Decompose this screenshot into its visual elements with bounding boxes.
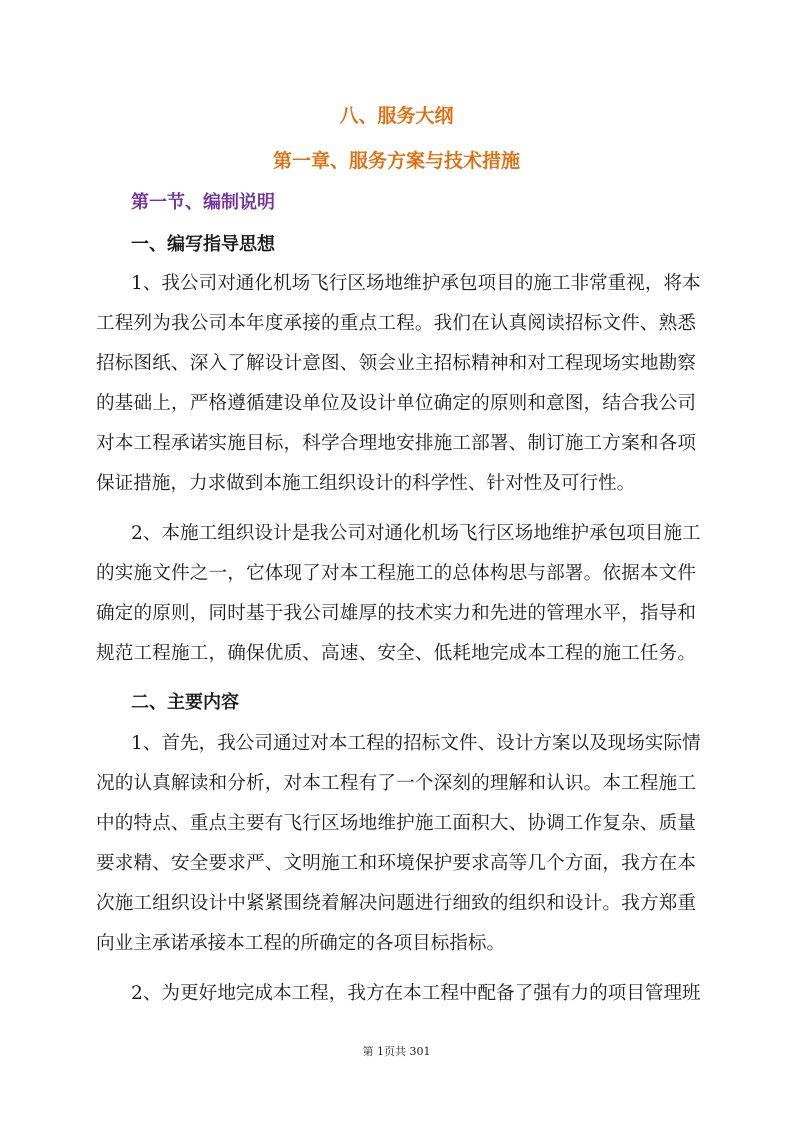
paragraph-line: 规范工程施工，确保优质、高速、安全、低耗地完成本工程的施工任务。 [96, 643, 696, 664]
paragraph-line: 对本工程承诺实施目标，科学合理地安排施工部署、制订施工方案和各项 [96, 433, 696, 454]
paragraph-line: 1、我公司对通化机场飞行区场地维护承包项目的施工非常重视，将本 [131, 273, 701, 294]
heading-guiding-ideology: 一、编写指导思想 [131, 234, 275, 255]
paragraph-line: 次施工组织设计中紧紧围绕着解决问题进行细致的组织和设计。我方郑重 [96, 893, 696, 914]
paragraph-line: 的基础上，严格遵循建设单位及设计单位确定的原则和意图，结合我公司 [96, 393, 696, 414]
paragraph-line: 2、为更好地完成本工程，我方在本工程中配备了强有力的项目管理班 [131, 983, 701, 1004]
page-footer: 第 1页共 301 [362, 1045, 431, 1058]
section-title: 第一节、编制说明 [131, 192, 275, 213]
heading-main-content: 二、主要内容 [131, 692, 239, 713]
paragraph-line: 要求精、安全要求严、文明施工和环境保护要求高等几个方面，我方在本 [96, 853, 696, 874]
paragraph-line: 1、首先，我公司通过对本工程的招标文件、设计方案以及现场实际情 [131, 733, 701, 754]
paragraph-line: 的实施文件之一，它体现了对本工程施工的总体构思与部署。依据本文件 [96, 563, 696, 584]
paragraph-line: 2、本施工组织设计是我公司对通化机场飞行区场地维护承包项目施工 [131, 523, 701, 544]
paragraph-line: 况的认真解读和分析，对本工程有了一个深刻的理解和认识。本工程施工 [96, 773, 696, 794]
paragraph-line: 中的特点、重点主要有飞行区场地维护施工面积大、协调工作复杂、质量 [96, 813, 696, 834]
paragraph-line: 保证措施，力求做到本施工组织设计的科学性、针对性及可行性。 [96, 473, 636, 494]
paragraph-line: 工程列为我公司本年度承接的重点工程。我们在认真阅读招标文件、熟悉 [96, 313, 696, 334]
paragraph-line: 向业主承诺承接本工程的所确定的各项目标指标。 [96, 933, 506, 954]
document-title: 八、服务大纲 [339, 105, 454, 127]
paragraph-line: 招标图纸、深入了解设计意图、领会业主招标精神和对工程现场实地勘察 [96, 353, 696, 374]
chapter-title: 第一章、服务方案与技术措施 [272, 150, 520, 172]
paragraph-line: 确定的原则，同时基于我公司雄厚的技术实力和先进的管理水平，指导和 [96, 603, 696, 624]
